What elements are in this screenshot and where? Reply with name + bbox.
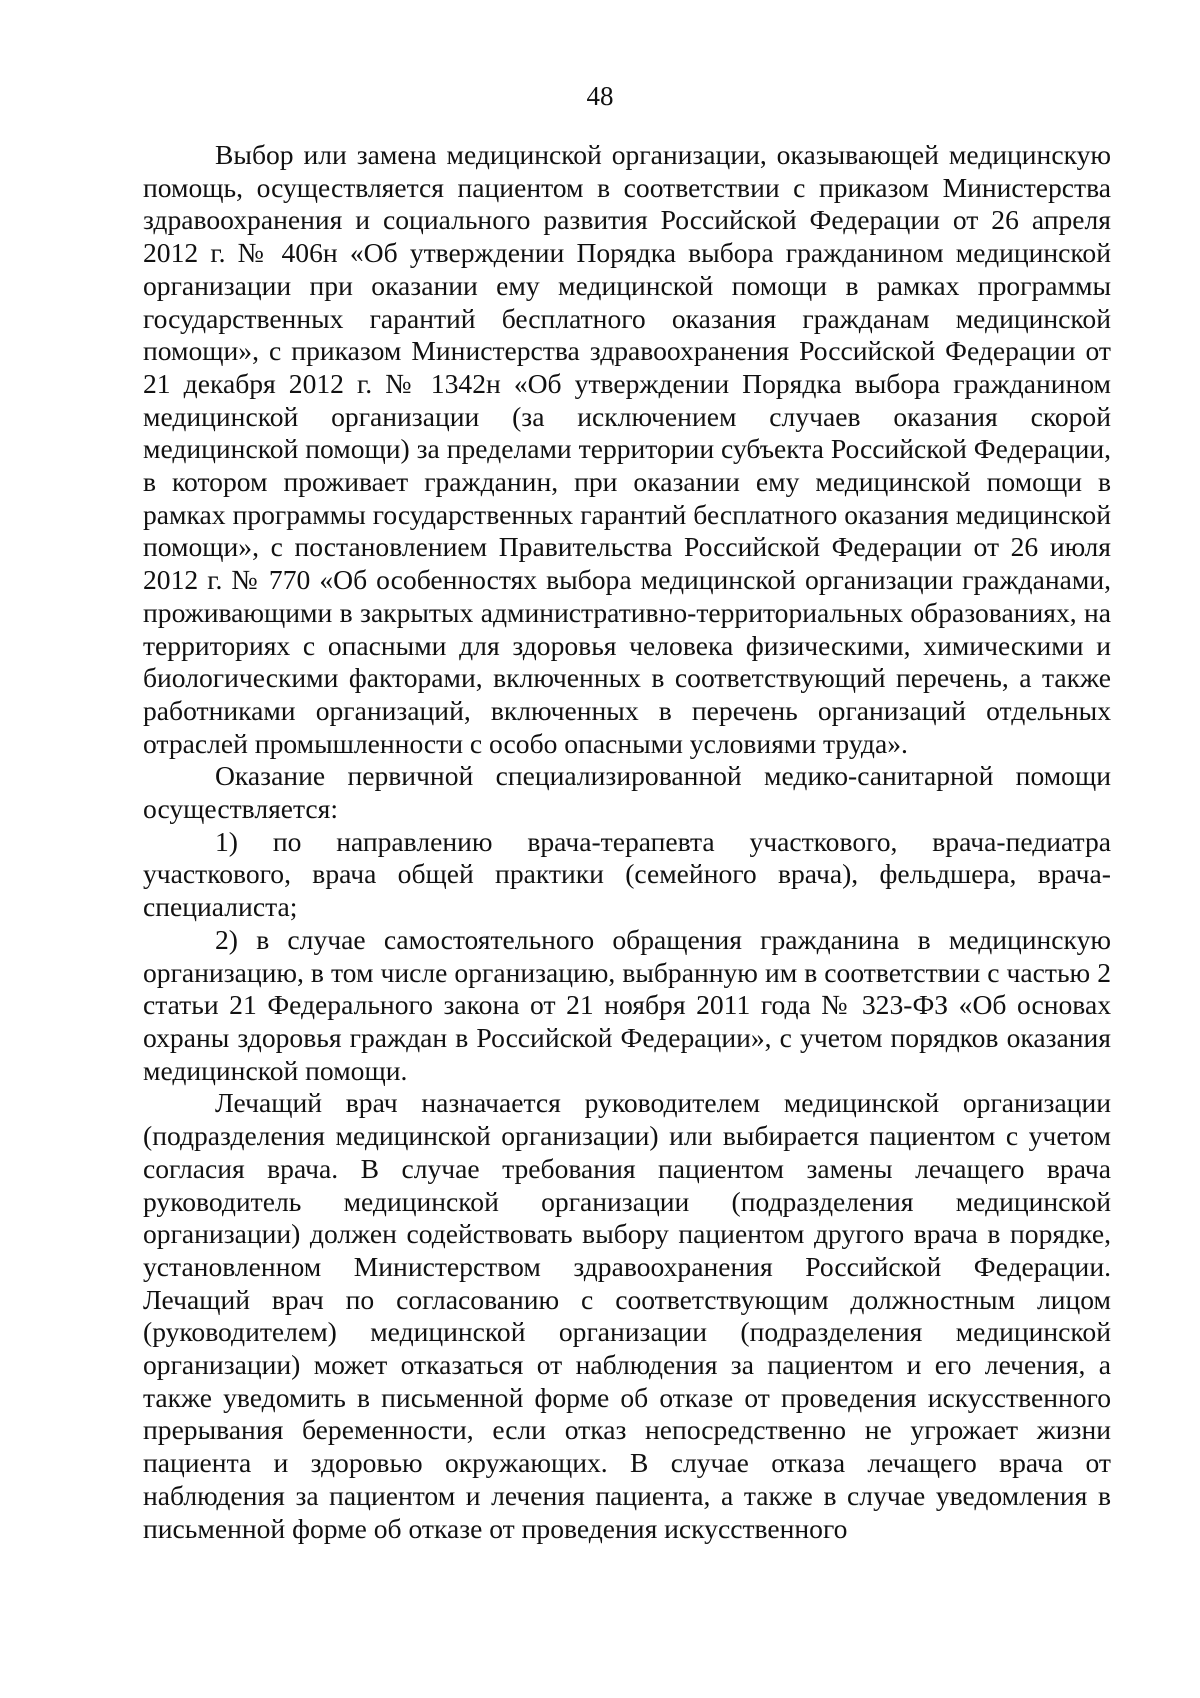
paragraph-medical-organization-choice: Выбор или замена медицинской организации, оказывающей медицинскую помощь, осуществляется пациентом в соответствии с приказом Министерства здравоохранения и социального развития Российской Федерации от 26 апреля 2012 г. № 406н «Об утверждении Порядка выбора гражданином медицинской организации при оказании ему медицинской помощи в рамках программы государственных гарантий бесплатного оказания гражданам медицинской помощи», с приказом Министерства здравоохранения Российской Федерации от 21 декабря 2012 г. № 1342н «Об утверждении Порядка выбора гражданином медицинской организации (за исключением случаев оказания скорой медицинской помощи) за пределами территории субъекта Российской Федерации, в котором проживает гражданин, при оказании ему медицинской помощи в рамках программы государственных гарантий бесплатного оказания медицинской помощи», с постановлением Правительства Российской Федерации от 26 июля 2012 г. № 770 «Об особенностях выбора медицинской организации гражданами, проживающими в закрытых административно-территориальных образованиях, на территориях с опасными для здоровья человека физическими, химическими и биологическими факторами, включенных в соответствующий перечень, а также работниками организаций, включенных в перечень организаций отдельных отраслей промышленности с особо опасными условиями труда».: [143, 139, 1111, 759]
paragraph-item-2-self-referral: 2) в случае самостоятельного обращения гражданина в медицинскую организацию, в том числе организацию, выбранную им в соответствии с частью 2 статьи 21 Федерального закона от 21 ноября 2011 года № 323-ФЗ «Об основах охраны здоровья граждан в Российской Федерации», с учетом порядков оказания медицинской помощи.: [143, 923, 1111, 1086]
paragraph-attending-physician: Лечащий врач назначается руководителем медицинской организации (подразделения медицинской организации) или выбирается пациентом с учетом согласия врача. В случае требования пациентом замены лечащего врача руководитель медицинской организации (подразделения медицинской организации) должен содействовать выбору пациентом другого врача в порядке, установленном Министерством здравоохранения Российской Федерации. Лечащий врач по согласованию с соответствующим должностным лицом (руководителем) медицинской организации (подразделения медицинской организации) может отказаться от наблюдения за пациентом и его лечения, а также уведомить в письменной форме об отказе от проведения искусственного прерывания беременности, если отказ непосредственно не угрожает жизни пациента и здоровью окружающих. В случае отказа лечащего врача от наблюдения за пациентом и лечения пациента, а также в случае уведомления в письменной форме об отказе от проведения искусственного: [143, 1087, 1111, 1544]
page-number: 48: [586, 81, 614, 111]
paragraph-item-1-referral: 1) по направлению врача-терапевта участкового, врача-педиатра участкового, врача общей практики (семейного врача), фельдшера, врача-специалиста;: [143, 825, 1111, 923]
document-body: [143, 139, 1111, 1545]
paragraph-specialized-care-intro: Оказание первичной специализированной медико-санитарной помощи осуществляется:: [143, 760, 1111, 825]
